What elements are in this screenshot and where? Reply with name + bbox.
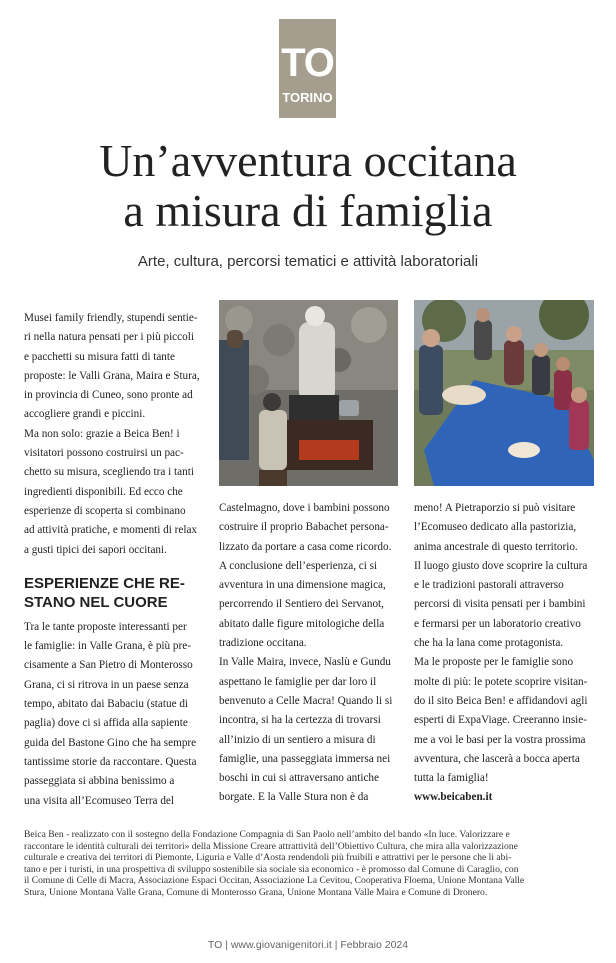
col3-line: meno! A Pietraporzio si può visitare (414, 502, 576, 514)
col3-line: anima ancestrale di questo territorio. (414, 540, 578, 553)
col2-line: all’inizio di un sentiero a misura di (219, 733, 376, 746)
footnote-line: culturale e creativa dei territori di Piemonte, Liguria e Valle d’Aosta rendendoli più fruibili e attrattivi per le persone che li abi- (24, 852, 512, 864)
logo-text: TO (281, 41, 334, 85)
col1-line: una visita all’Ecomuseo Terra del (24, 794, 174, 807)
col2-line: incontra, si ha la certezza di trovarsi (219, 714, 381, 727)
col3-line: do il sito Beica Ben! e affidandovi agli (414, 694, 588, 707)
col2-line: abitato dalle figure mitologiche della (219, 617, 385, 630)
col1-line: tempo, abitato dai Babaciu (statue di (24, 698, 189, 711)
col2-line: costruire il proprio Babachet persona- (219, 521, 389, 534)
col2-line: In Valle Maira, invece, Naslù e Gundu (219, 656, 391, 669)
col3-line: avventura, che lascerà a bocca aperta (414, 752, 580, 765)
footnote-line: raccontare le identità culturali dei territori» della Missione Creare attrattività dell’Obiettivo Cultura, che mira alla valorizzazione (24, 840, 518, 852)
col1-line: paglia) dove ci si affida alla sapiente (24, 717, 188, 730)
col1-line: ad attività pratiche, e momenti di relax (24, 524, 198, 537)
col3-line: che ha la lana come protagonista. (414, 637, 564, 650)
col1-line: proposte: le Valli Grana, Maira e Stura, (24, 369, 200, 382)
col2-line: Castelmagno, dove i bambini possono (219, 502, 390, 514)
section-heading (24, 574, 204, 612)
footnote-line: Stura, Unione Montana Valle Grana, Comune di Monterosso Grana, Unione Montana Valle Maira e Comune di Dronero. (24, 886, 488, 898)
article-subtitle: Arte, cultura, percorsi tematici e attività laboratoriali (137, 253, 479, 270)
logo-subtext: TORINO (282, 90, 333, 105)
col1-line: cisamente a San Pietro di Monterosso (24, 659, 193, 672)
photo-craftsman-with-child (219, 300, 398, 486)
text-column-3 (414, 499, 594, 808)
col1-line: ingredienti disponibili. Ed ecco che (24, 485, 183, 498)
title-line-1: Un’avventura occitana (99, 135, 517, 186)
col3-line: tutta la famiglia! (414, 772, 489, 785)
col1-line: esperienze di scoperta si combinano (24, 504, 186, 517)
col2-line: borgate. E la Valle Stura non è da (219, 791, 369, 804)
website-link[interactable]: www.beicaben.it (414, 791, 493, 804)
col3-line: Ma le proposte per le famiglie sono (414, 656, 574, 669)
col3-line: Il luogo giusto dove scoprire la cultura (414, 559, 588, 572)
col3-line: esperti di ExpaViage. Creeranno insie- (414, 714, 587, 727)
text-column-1 (24, 309, 204, 811)
footnote-line: tano e per i turisti, in una prospettiva di sviluppo sostenibile sia sociale sia economico - è promosso dal Comune di Caraglio, con (24, 863, 519, 875)
footnote-line: Beica Ben - realizzato con il sostegno della Fondazione Compagnia di San Paolo nell’ambito del bando «In luce. Valorizzare e (24, 829, 510, 840)
col3-line: percorsi di visita pensati per i bambini (414, 598, 586, 611)
col1-line: visitatori possono costruirsi un pac- (24, 447, 184, 460)
col1-line: Tra le tante proposte interessanti per (24, 620, 187, 633)
col1-line: tantissime storie da raccontare. Questa (24, 755, 197, 768)
footnote-line: il Comune di Celle di Macra, Associazione Espaci Occitan, Associazione La Cevitou, Cooperativa Floema, Unione Montana Valle (24, 875, 525, 887)
col2-line: percorrendo il Sentiero dei Servanot, (219, 598, 384, 611)
col2-line: tradizione occitana. (219, 637, 307, 650)
col3-line: l’Ecomuseo dedicato alla pastorizia, (414, 521, 577, 534)
col2-line: A conclusione dell’esperienza, ci si (219, 559, 378, 572)
col2-line: aspettano le famiglie per dar loro il (219, 675, 377, 688)
title-line-2: a misura di famiglia (123, 185, 493, 236)
col1-line: Musei family friendly, stupendi sentie- (24, 312, 198, 324)
col2-line: avventura in una dimensione magica, (219, 579, 386, 592)
col2-line: boschi in cui si attraversano antiche (219, 772, 379, 785)
col1-line: chetto su misura, scegliendo tra i tanti (24, 466, 194, 479)
col2-line: famiglie, una passeggiata immersa nei (219, 752, 391, 765)
col1-line: Grana, ci si ritrova in un paese senza (24, 678, 189, 691)
to-torino-logo (279, 19, 336, 118)
sponsor-footnote (24, 829, 596, 899)
heading-line: ESPERIENZE CHE RE- (24, 574, 185, 592)
col3-line: e fermarsi per un laboratorio creativo (414, 617, 581, 630)
photo-wool-workshop (414, 300, 594, 486)
col1-line: guida del Bastone Gino che ha sempre (24, 736, 197, 749)
article-title (0, 136, 616, 236)
col1-line: a gusti tipici dei sapori occitani. (24, 543, 167, 556)
col3-line: molte di più: le potete scoprire visitan- (414, 675, 588, 688)
col1-line: le famiglie: in Valle Grana, è più pre- (24, 640, 191, 653)
col2-line: benvenuto a Celle Macra! Quando li si (219, 694, 393, 707)
text-column-2 (219, 499, 401, 808)
col2-line: lizzato da portare a casa come ricordo. (219, 540, 392, 553)
col3-line: me a voi le basi per la vostra prossima (414, 733, 586, 746)
col1-line: Ma non solo: grazie a Beica Ben! i (24, 427, 180, 440)
col1-line: passeggiata si abbina benissimo a (24, 775, 175, 788)
heading-line: STANO NEL CUORE (24, 593, 168, 611)
col1-line: ri nella natura pensati per i più piccoli (24, 331, 194, 344)
col1-line: in provincia di Cuneo, sono pronte ad (24, 389, 193, 402)
col1-line: e pacchetti su misura fatti di tante (24, 350, 175, 363)
col3-line: e le tradizioni pastorali attraverso (414, 579, 564, 592)
page-footer: TO | www.giovanigenitori.it | Febbraio 2024 (207, 939, 409, 951)
col1-line: accogliere grandi e piccini. (24, 408, 146, 421)
